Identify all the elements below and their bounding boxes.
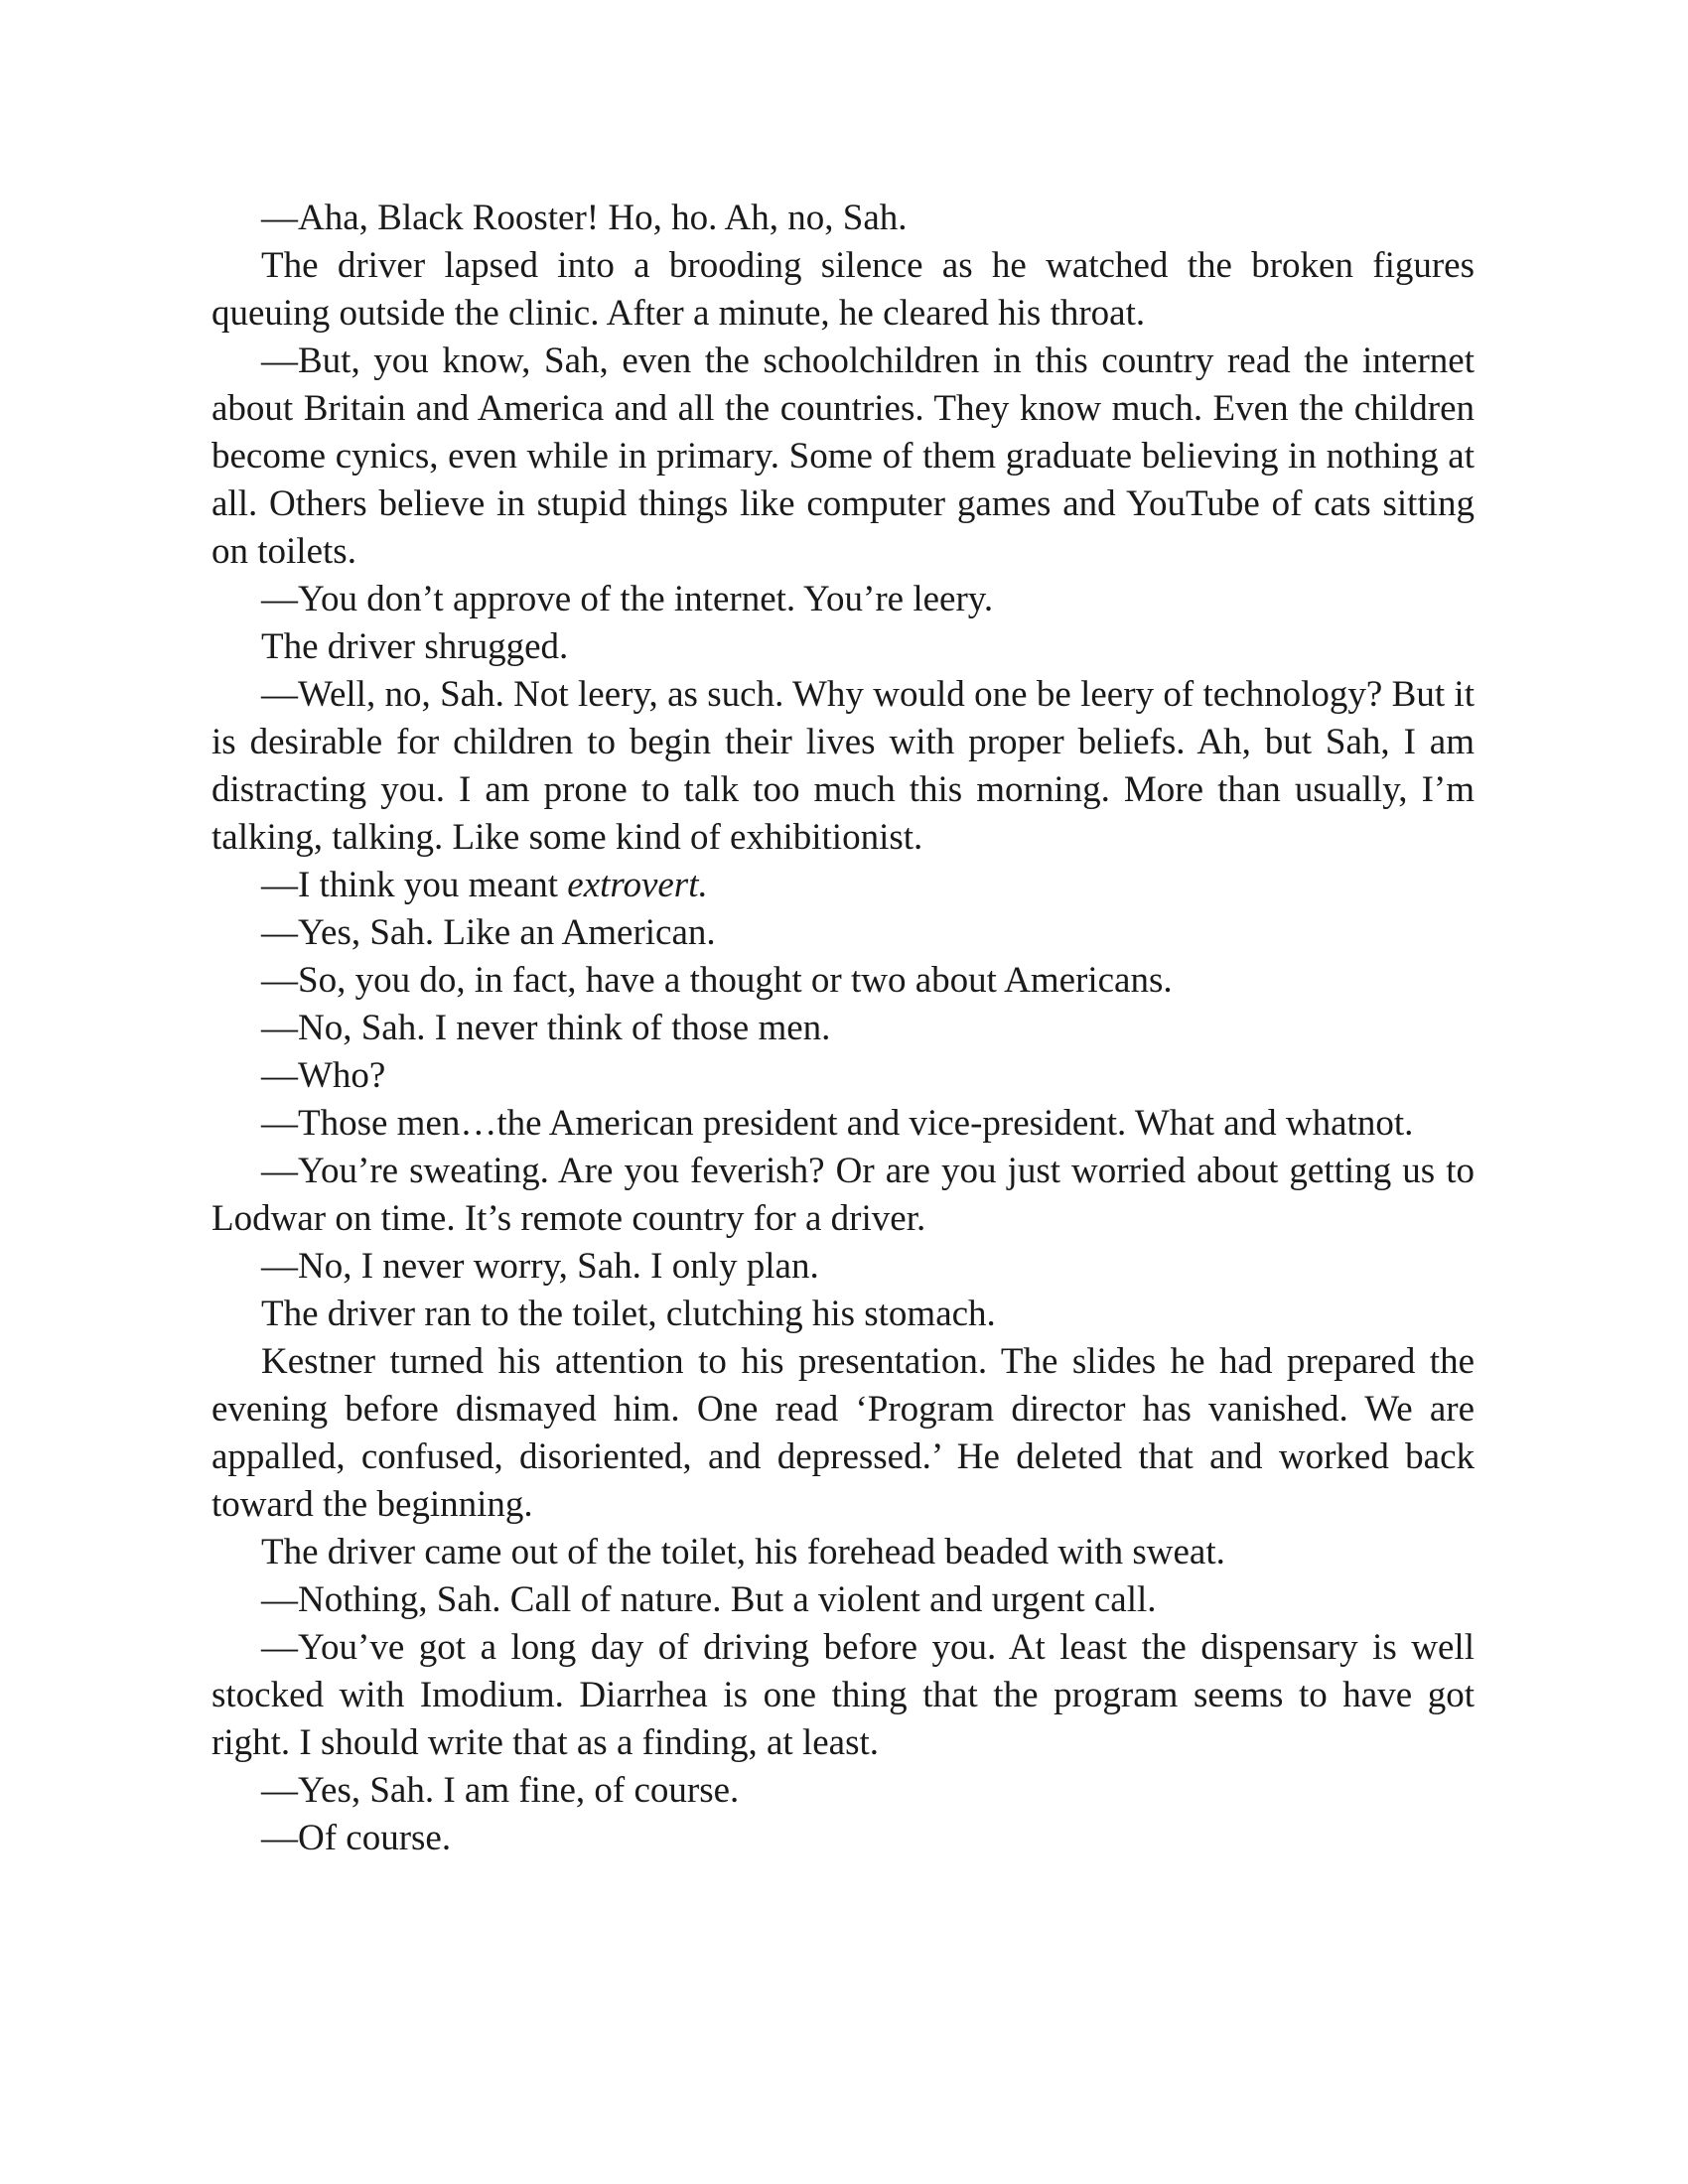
paragraph: —You’re sweating. Are you feverish? Or are you just worried about getting us to Lodwar on time. It’s remote country for a driver.	[211, 1151, 1475, 1239]
paragraph: —So, you do, in fact, have a thought or two about Americans.	[261, 960, 1173, 1001]
paragraph: —Who?	[261, 1055, 386, 1096]
italic-word: extrovert.	[567, 865, 708, 905]
paragraph: —Yes, Sah. Like an American.	[261, 912, 716, 953]
paragraph: —Those men…the American president and vice-president. What and whatnot.	[261, 1103, 1414, 1144]
paragraph: —No, I never worry, Sah. I only plan.	[261, 1246, 819, 1287]
paragraph: —No, Sah. I never think of those men.	[261, 1008, 831, 1048]
paragraph: —Well, no, Sah. Not leery, as such. Why would one be leery of technology? But it is desirable for children to begin their lives with proper beliefs. Ah, but Sah, I am distracting you. I am prone to talk too much this morning. More than usually, I’m talking, talking. Like some kind of exhibitionist.	[211, 674, 1475, 858]
paragraph: The driver came out of the toilet, his forehead beaded with sweat.	[261, 1532, 1225, 1572]
paragraph	[211, 862, 1475, 909]
paragraph: —Of course.	[261, 1818, 452, 1858]
paragraph-text: —I think you meant	[261, 865, 568, 905]
paragraph: The driver lapsed into a brooding silence as he watched the broken figures queuing outside the clinic. After a minute, he cleared his throat.	[211, 245, 1475, 334]
body-text	[211, 195, 1475, 1862]
paragraph: —Yes, Sah. I am fine, of course.	[261, 1770, 740, 1811]
paragraph: Kestner turned his attention to his presentation. The slides he had prepared the evening before dismayed him. One read ‘Program director has vanished. We are appalled, confused, disoriented, and depressed.’ He deleted that and worked back toward the beginning.	[211, 1341, 1475, 1525]
paragraph: The driver shrugged.	[261, 626, 569, 667]
paragraph: —Aha, Black Rooster! Ho, ho. Ah, no, Sah.	[261, 198, 908, 238]
paragraph: —You’ve got a long day of driving before you. At least the dispensary is well stocked with Imodium. Diarrhea is one thing that the program seems to have got right. I should write that as a finding, at least.	[211, 1627, 1475, 1763]
paragraph: —Nothing, Sah. Call of nature. But a violent and urgent call.	[261, 1579, 1157, 1620]
paragraph: —But, you know, Sah, even the schoolchildren in this country read the internet about Britain and America and all the countries. They know much. Even the children become cynics, even while in primary. Some of them graduate believing in nothing at all. Others believe in stupid things like computer games and YouTube of cats sitting on toilets.	[211, 341, 1475, 572]
paragraph: The driver ran to the toilet, clutching his stomach.	[261, 1294, 996, 1334]
paragraph: —You don’t approve of the internet. You’re leery.	[261, 579, 994, 619]
